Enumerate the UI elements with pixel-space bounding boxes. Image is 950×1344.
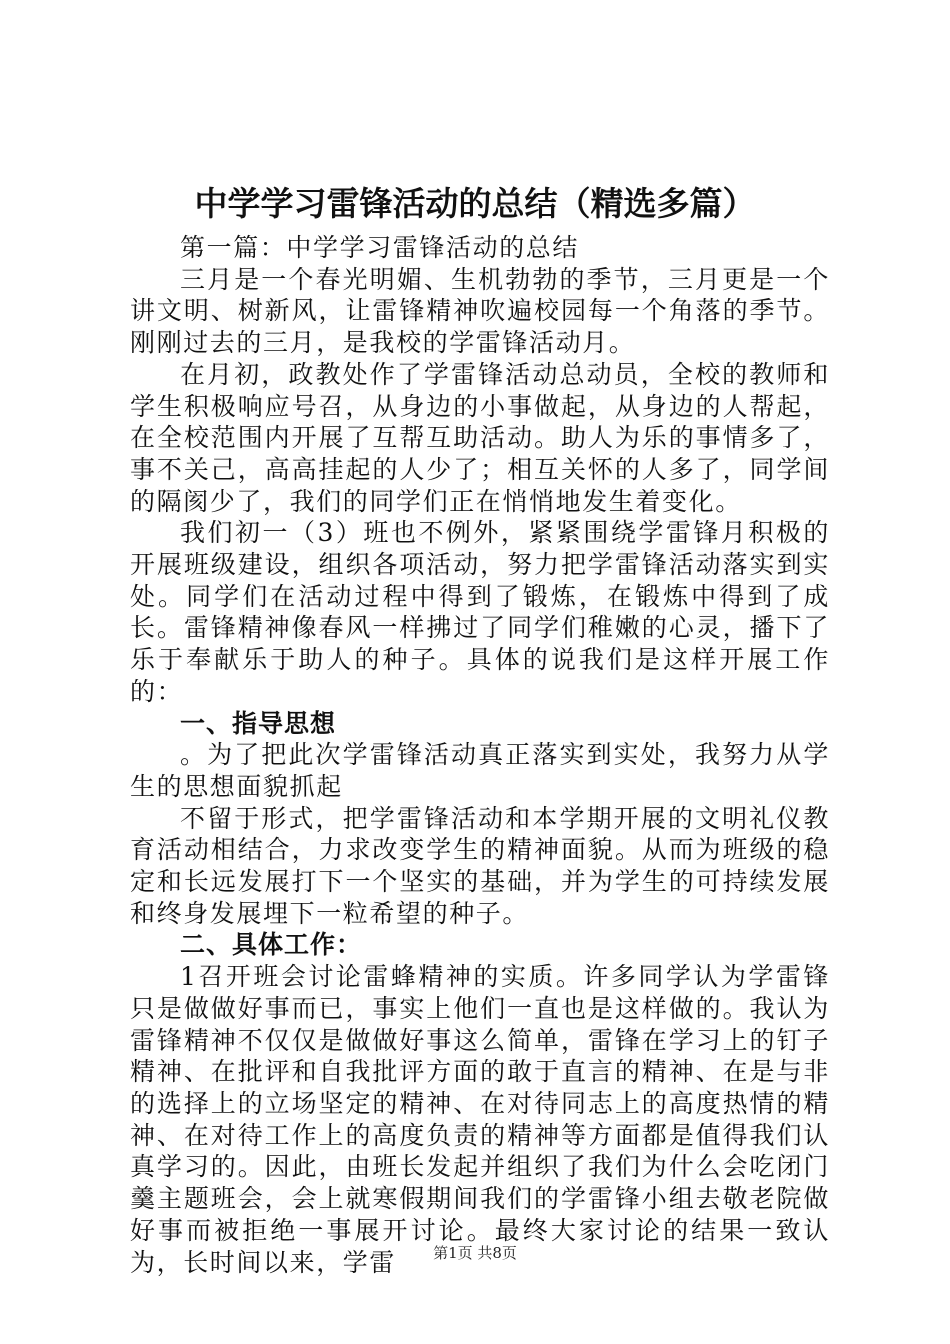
page-footer: 第1页 共8页 [433,1244,517,1262]
paragraph: 不留于形式，把学雷锋活动和本学期开展的文明礼仪教育活动相结合，力求改变学生的精神面貌。从而为班级的稳定和长远发展打下一个坚实的基础，并为学生的可持续发展和终身发展埋下一粒希望的种子。 [130,803,830,928]
section-heading: 二、具体工作： [180,930,363,960]
paragraph: 第一篇：中学学习雷锋活动的总结 [180,233,580,262]
paragraph: 1召开班会讨论雷蜂精神的实质。许多同学认为学雷锋只是做做好事而已，事实上他们一直也是这样做的。我认为雷锋精神不仅仅是做做好事这么简单，雷锋在学习上的钉子精神、在批评和自我批评方面的敢于直言的精神、在是与非的选择上的立场坚定的精神、在对待同志上的高度热情的精神、在对待工作上的高度负责的精神等方面都是值得我们认真学习的。因此，由班长发起并组织了我们为什么会吃闭门羹主题班会，会上就寒假期间我们的学雷锋小组去敬老院做好事而被拒绝一事展开讨论。最终大家讨论的结果一致认为，长时间以来，学雷 [130,962,830,1277]
document-body [130,232,830,1278]
paragraph: 三月是一个春光明媚、生机勃勃的季节，三月更是一个讲文明、树新风，让雷锋精神吹遍校园每一个角落的季节。刚刚过去的三月，是我校的学雷锋活动月。 [130,264,830,358]
paragraph: 。为了把此次学雷锋活动真正落实到实处，我努力从学生的思想面貌抓起 [130,740,830,801]
document-title: 中学学习雷锋活动的总结（精选多篇） [194,184,756,223]
section-heading: 一、指导思想 [180,708,337,738]
paragraph: 我们初一（3）班也不例外，紧紧围绕学雷锋月积极的开展班级建设，组织各项活动，努力把学雷锋活动落实到实处。同学们在活动过程中得到了锻炼，在锻炼中得到了成长。雷锋精神像春风一样拂过了同学们稚嫩的心灵，播下了乐于奉献乐于助人的种子。具体的说我们是这样开展工作的： [130,518,830,706]
paragraph: 在月初，政教处作了学雷锋活动总动员，全校的教师和学生积极响应号召，从身边的小事做起，从身边的人帮起，在全校范围内开展了互帮互助活动。助人为乐的事情多了，事不关己，高高挂起的人少了；相互关怀的人多了，同学间的隔阂少了，我们的同学们正在悄悄地发生着变化。 [130,359,830,516]
